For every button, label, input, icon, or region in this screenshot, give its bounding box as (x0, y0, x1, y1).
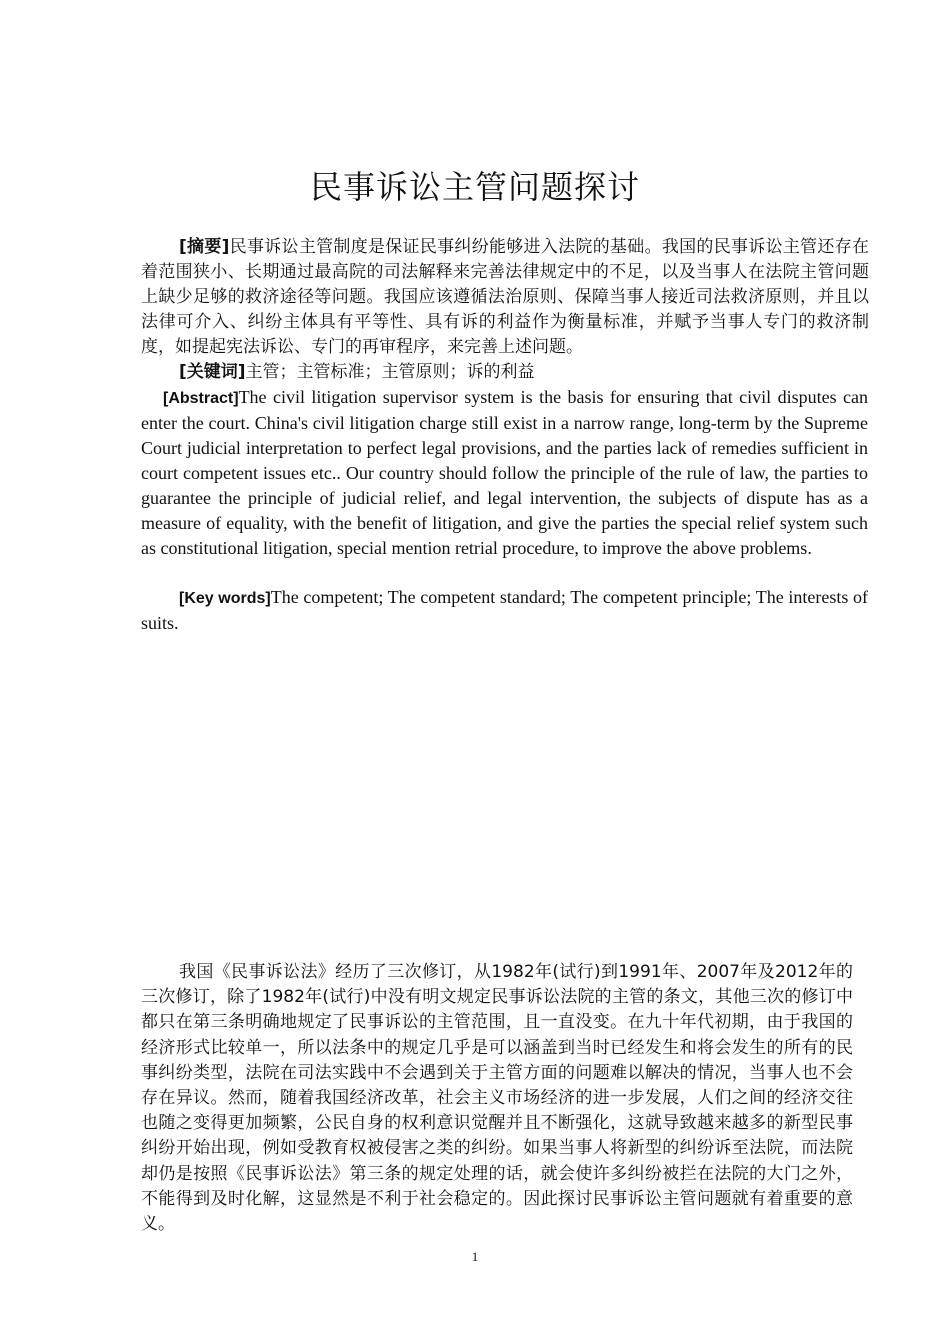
abstract-en-section (141, 385, 868, 561)
abstract-zh-text: 民事诉讼主管制度是保证民事纠纷能够进入法院的基础。我国的民事诉讼主管还存在着范围狭小、长期通过最高院的司法解释来完善法律规定中的不足，以及当事人在法院主管问题上缺少足够的救济途径等问题。我国应该遵循法治原则、保障当事人接近司法救济原则，并且以法律可介入、纠纷主体具有平等性、具有诉的利益作为衡量标准，并赋予当事人专门的救济制度，如提起宪法诉讼、专门的再审程序，来完善上述问题。 (141, 237, 869, 357)
keywords-zh-section (141, 360, 869, 385)
keywords-en-section (141, 585, 868, 636)
abstract-en-label: [Abstract] (163, 390, 239, 407)
keywords-en-text: The competent; The competent standard; The competent principle; The interests of suits. (141, 587, 868, 633)
abstract-zh-paragraph (141, 235, 869, 360)
keywords-zh-label: [关键词] (179, 362, 246, 382)
page-number: 1 (471, 1249, 479, 1264)
abstract-zh-section (141, 235, 869, 360)
intro-paragraph: 我国《民事诉讼法》经历了三次修订，从1982年(试行)到1991年、2007年及2012年的三次修订，除了1982年(试行)中没有明文规定民事诉讼法院的主管的条文，其他三次的修订中都只在第三条明确地规定了民事诉讼的主管范围，且一直没变。在九十年代初期，由于我国的经济形式比较单一，所以法条中的规定几乎是可以涵盖到当时已经发生和将会发生的所有的民事纠纷类型，法院在司法实践中不会遇到关于主管方面的问题难以解决的情况，当事人也不会存在异议。然而，随着我国经济改革，社会主义市场经济的进一步发展，人们之间的经济交往也随之变得更加频繁，公民自身的权利意识觉醒并且不断强化，这就导致越来越多的新型民事纠纷开始出现，例如受教育权被侵害之类的纠纷。如果当事人将新型的纠纷诉至法院，而法院却仍是按照《民事诉讼法》第三条的规定处理的话，就会使许多纠纷被拦在法院的大门之外，不能得到及时化解，这显然是不利于社会稳定的。因此探讨民事诉讼主管问题就有着重要的意义。 (141, 962, 853, 1235)
abstract-en-text: The civil litigation supervisor system is the basis for ensuring that civil disputes can enter the court. China's civil litigation charge still exist in a narrow range, long-term by the Supreme Court judicial interpretation to perfect legal provisions, and the parties lack of remedies sufficient in court competent issues etc.. Our country should follow the principle of the rule of law, the parties to guarantee the principle of judicial relief, and legal intervention, the subjects of dispute has as a measure of equality, with the benefit of litigation, and give the parties the special relief system such as constitutional litigation, special mention retrial procedure, to improve the above problems. (141, 387, 868, 558)
abstract-zh-label: [摘要] (179, 237, 230, 257)
document-title: 民事诉讼主管问题探讨 (309, 168, 640, 206)
keywords-zh-text: 主管；主管标准；主管原则；诉的利益 (245, 362, 535, 382)
keywords-en-label: [Key words] (179, 590, 271, 607)
